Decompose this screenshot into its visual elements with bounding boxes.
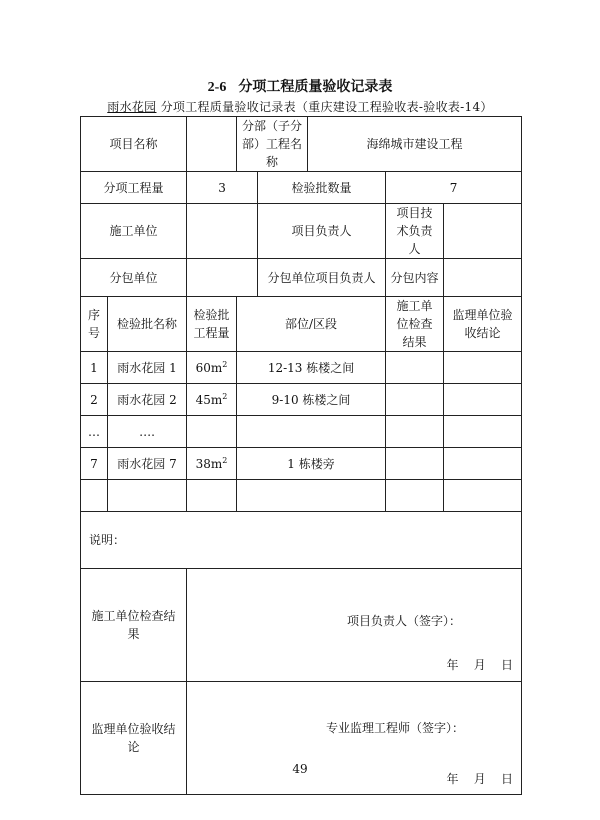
row-batch-qty [187, 448, 237, 480]
unit-superscript: 2 [222, 359, 228, 369]
row-seq: … [81, 416, 108, 448]
info-row-3 [81, 204, 522, 259]
table-row [81, 448, 522, 480]
quantity-label: 分项工程量 [81, 172, 187, 204]
col-header-batch-qty: 检验批工程量 [187, 297, 237, 352]
col-header-location: 部位/区段 [237, 297, 386, 352]
acceptance-record-table [80, 116, 522, 795]
notes-row [81, 512, 522, 569]
row-construction-result[interactable] [386, 448, 444, 480]
subtitle-text: 分项工程质量验收记录表（重庆建设工程验收表-验收表-14） [160, 100, 493, 114]
construction-signoff-label: 施工单位检查结果 [81, 569, 187, 682]
table-row [81, 384, 522, 416]
supervision-signoff-label: 监理单位验收结论 [81, 682, 187, 795]
row-batch-qty [187, 480, 237, 512]
row-batch-name: …. [108, 416, 187, 448]
construction-signoff-row [81, 569, 522, 682]
subcontractor-value[interactable] [187, 259, 258, 297]
row-batch-qty [187, 384, 237, 416]
subcontractor-label: 分包单位 [81, 259, 187, 297]
qty-value: 60m [195, 360, 223, 375]
tech-lead-value[interactable] [444, 204, 522, 259]
row-construction-result[interactable] [386, 352, 444, 384]
row-supervision-result[interactable] [444, 416, 522, 448]
qty-value: 38m [195, 456, 223, 471]
row-construction-result[interactable] [386, 480, 444, 512]
info-row-2 [81, 172, 522, 204]
construction-unit-value[interactable] [187, 204, 258, 259]
row-location [237, 480, 386, 512]
page-number: 49 [292, 762, 308, 776]
row-seq: 1 [81, 352, 108, 384]
col-header-supervision-result: 监理单位验收结论 [444, 297, 522, 352]
row-seq: 7 [81, 448, 108, 480]
section-number: 2-6 [207, 80, 227, 95]
quantity-value[interactable]: 3 [187, 172, 258, 204]
sub-content-label: 分包内容 [386, 259, 444, 297]
unit-superscript: 2 [222, 455, 228, 465]
row-supervision-result[interactable] [444, 384, 522, 416]
supervision-signoff-date: 年 月 日 [446, 772, 514, 786]
row-location: 12-13 栋楼之间 [237, 352, 386, 384]
row-construction-result[interactable] [386, 416, 444, 448]
info-row-1 [81, 117, 522, 172]
supervision-signer-label: 专业监理工程师（签字）： [326, 721, 465, 735]
project-manager-label: 项目负责人 [258, 204, 386, 259]
project-name: 雨水花园 [107, 100, 157, 114]
subproject-label: 分部（子分部）工程名称 [237, 117, 308, 172]
construction-unit-label: 施工单位 [81, 204, 187, 259]
tech-lead-label: 项目技术负责人 [386, 204, 444, 259]
table-row [81, 480, 522, 512]
row-seq: 2 [81, 384, 108, 416]
row-batch-name: 雨水花园 1 [108, 352, 187, 384]
sub-content-value[interactable] [444, 259, 522, 297]
notes-cell[interactable] [81, 512, 522, 569]
row-supervision-result[interactable] [444, 352, 522, 384]
row-seq [81, 480, 108, 512]
row-batch-name: 雨水花园 2 [108, 384, 187, 416]
col-header-construction-result: 施工单位检查结果 [386, 297, 444, 352]
row-location [237, 416, 386, 448]
notes-label: 说明： [89, 533, 126, 547]
batch-count-label: 检验批数量 [258, 172, 386, 204]
construction-signoff-cell[interactable] [187, 569, 522, 682]
row-construction-result[interactable] [386, 384, 444, 416]
col-header-batch-name: 检验批名称 [108, 297, 187, 352]
batch-count-value[interactable]: 7 [386, 172, 522, 204]
row-location: 9-10 栋楼之间 [237, 384, 386, 416]
form-subtitle [0, 98, 600, 115]
form-title: 分项工程质量验收记录表 [238, 79, 393, 95]
supervision-signoff-row [81, 682, 522, 795]
table-row [81, 416, 522, 448]
col-header-seq: 序号 [81, 297, 108, 352]
supervision-signoff-cell[interactable] [187, 682, 522, 795]
row-batch-qty [187, 352, 237, 384]
construction-signer-label: 项目负责人（签字）： [347, 614, 462, 628]
item-name-label: 项目名称 [81, 117, 187, 172]
row-batch-qty [187, 416, 237, 448]
unit-superscript: 2 [222, 391, 228, 401]
row-supervision-result[interactable] [444, 480, 522, 512]
page-title [0, 76, 600, 96]
subproject-value[interactable]: 海绵城市建设工程 [308, 117, 522, 172]
qty-value: 45m [195, 392, 223, 407]
sub-manager-label: 分包单位项目负责人 [258, 259, 386, 297]
row-location: 1 栋楼旁 [237, 448, 386, 480]
batch-header-row [81, 297, 522, 352]
row-batch-name: 雨水花园 7 [108, 448, 187, 480]
item-name-value[interactable] [187, 117, 237, 172]
construction-signoff-date: 年 月 日 [446, 658, 514, 672]
row-batch-name [108, 480, 187, 512]
info-row-4 [81, 259, 522, 297]
table-row [81, 352, 522, 384]
row-supervision-result[interactable] [444, 448, 522, 480]
